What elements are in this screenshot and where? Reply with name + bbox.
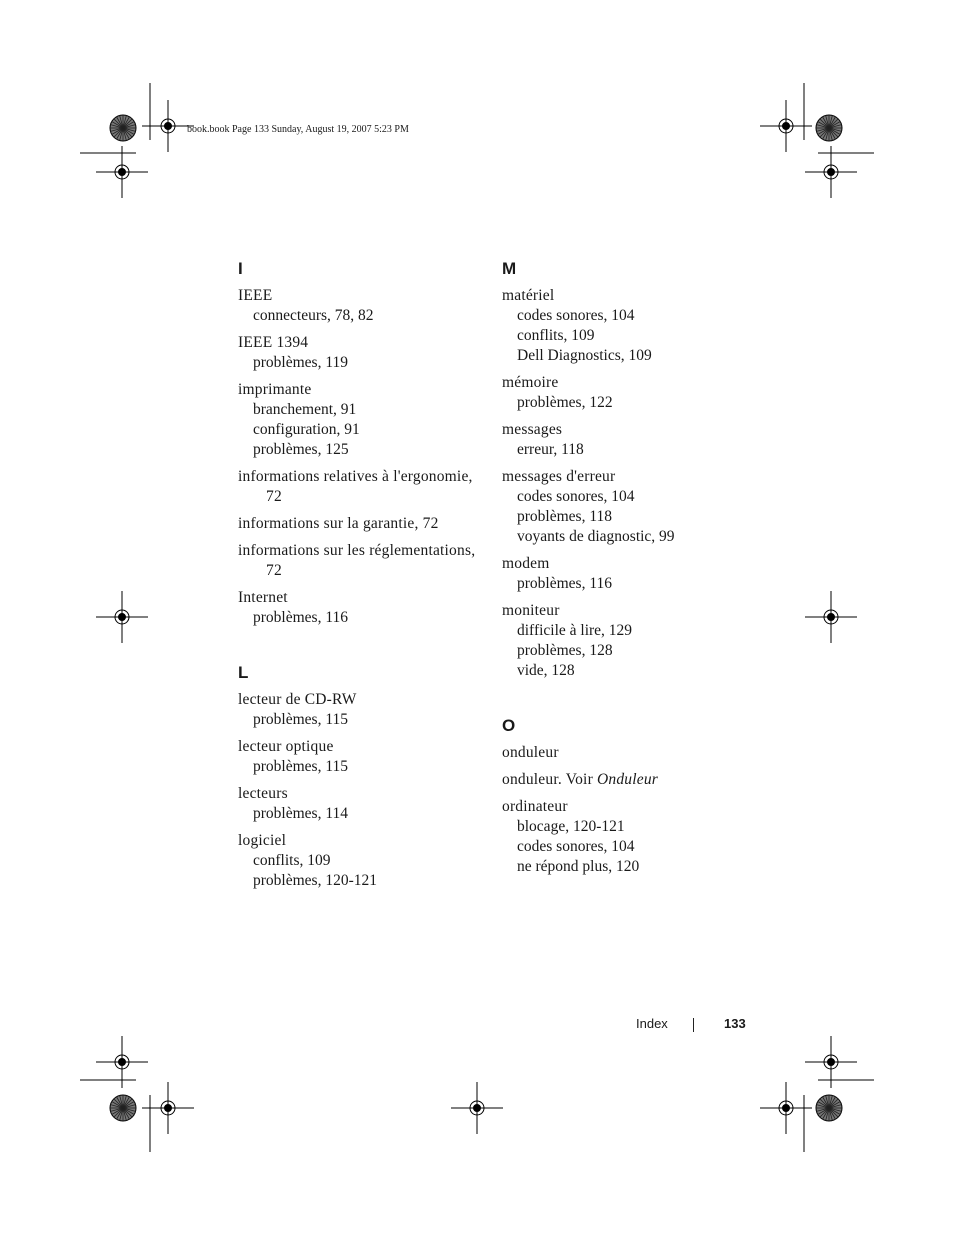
- starburst-mark: [110, 1095, 136, 1121]
- index-entry: [502, 467, 742, 547]
- index-entry: [238, 514, 478, 534]
- index-entry: [502, 770, 742, 790]
- index-subentry: vide, 128: [517, 662, 575, 679]
- index-subentry: problèmes, 122: [517, 394, 613, 411]
- index-subentry: voyants de diagnostic, 99: [517, 528, 675, 545]
- index-entry: [238, 333, 478, 373]
- index-subentry: problèmes, 116: [517, 575, 612, 592]
- starburst-mark: [816, 115, 842, 141]
- section-letter: M: [502, 259, 517, 278]
- index-subentry: erreur, 118: [517, 441, 584, 458]
- index-term-text: messages: [502, 421, 563, 438]
- index-subentry: problèmes, 115: [253, 758, 348, 775]
- index-section: [502, 715, 742, 877]
- index-term-crossref: Onduleur: [597, 771, 659, 788]
- index-subentry: connecteurs, 78, 82: [253, 307, 374, 324]
- index-subentry: configuration, 91: [253, 421, 360, 438]
- index-subentry: branchement, 91: [253, 401, 357, 418]
- index-subentry: problèmes, 125: [253, 441, 349, 458]
- index-term-text: mémoire: [502, 374, 559, 391]
- index-term: [238, 784, 478, 804]
- index-subentry: ne répond plus, 120: [517, 858, 640, 875]
- index-subentry: codes sonores, 104: [517, 488, 635, 505]
- index-column-left: [238, 258, 478, 898]
- index-term: [502, 373, 742, 393]
- index-entry: [502, 373, 742, 413]
- index-term: [238, 737, 478, 757]
- index-term: [502, 286, 742, 306]
- index-subentry: codes sonores, 104: [517, 838, 635, 855]
- index-term-text: IEEE 1394: [238, 334, 309, 351]
- index-entry: [238, 467, 478, 507]
- index-term: [502, 797, 742, 817]
- index-entry: [238, 286, 478, 326]
- index-entry: [238, 784, 478, 824]
- index-term: [238, 541, 478, 581]
- index-term-text: informations relatives à l'ergonomie, 72: [238, 468, 473, 505]
- index-subentry: problèmes, 118: [517, 508, 612, 525]
- index-term-text: onduleur: [502, 744, 559, 761]
- index-subentry: problèmes, 114: [253, 805, 348, 822]
- index-entry: [238, 831, 478, 891]
- index-subentry: conflits, 109: [253, 852, 331, 869]
- index-term-text: imprimante: [238, 381, 312, 398]
- footer-section-label: Index: [636, 1016, 668, 1031]
- index-term: [238, 286, 478, 306]
- index-term-text: moniteur: [502, 602, 560, 619]
- index-term: [502, 770, 742, 790]
- index-entry: [238, 541, 478, 581]
- index-term: [238, 333, 478, 353]
- index-section: [502, 258, 742, 681]
- index-term-text: lecteur optique: [238, 738, 334, 755]
- index-term-text: matériel: [502, 287, 555, 304]
- starburst-mark: [816, 1095, 842, 1121]
- index-term: [502, 601, 742, 621]
- index-term: [238, 380, 478, 400]
- index-term-text: IEEE: [238, 287, 273, 304]
- index-term: [502, 554, 742, 574]
- section-letter: O: [502, 716, 516, 735]
- print-header: book.book Page 133 Sunday, August 19, 2007 5:23 PM: [187, 124, 409, 135]
- index-term-text: informations sur la garantie, 72: [238, 515, 439, 532]
- index-term: [238, 467, 478, 507]
- index-term: [502, 420, 742, 440]
- index-subentry: difficile à lire, 129: [517, 622, 633, 639]
- index-entry: [502, 286, 742, 366]
- index-entry: [238, 588, 478, 628]
- index-term-text: informations sur les réglementations, 72: [238, 542, 476, 579]
- index-entry: [502, 743, 742, 763]
- index-entry: [238, 380, 478, 460]
- index-term-text: logiciel: [238, 832, 287, 849]
- index-term: [502, 743, 742, 763]
- footer-page-number: 133: [724, 1016, 746, 1031]
- index-subentry: conflits, 109: [517, 327, 595, 344]
- index-term: [502, 467, 742, 487]
- index-subentry: problèmes, 116: [253, 609, 348, 626]
- index-subentry: problèmes, 120-121: [253, 872, 377, 889]
- index-term: [238, 588, 478, 608]
- index-subentry: blocage, 120-121: [517, 818, 625, 835]
- index-entry: [238, 690, 478, 730]
- index-term-text: onduleur. Voir: [502, 771, 598, 788]
- index-entry: [238, 737, 478, 777]
- index-entry: [502, 554, 742, 594]
- index-term-text: ordinateur: [502, 798, 568, 815]
- index-term-text: modem: [502, 555, 550, 572]
- index-term-text: messages d'erreur: [502, 468, 616, 485]
- index-entry: [502, 797, 742, 877]
- index-term-text: Internet: [238, 589, 288, 606]
- starburst-mark: [110, 115, 136, 141]
- index-column-right: [502, 258, 742, 884]
- index-term: [238, 514, 478, 534]
- index-entry: [502, 420, 742, 460]
- index-subentry: problèmes, 115: [253, 711, 348, 728]
- index-section: [238, 258, 478, 628]
- section-letter: L: [238, 663, 249, 682]
- index-subentry: problèmes, 128: [517, 642, 613, 659]
- index-term: [238, 831, 478, 851]
- section-letter: I: [238, 259, 243, 278]
- index-term-text: lecteur de CD-RW: [238, 691, 357, 708]
- index-subentry: codes sonores, 104: [517, 307, 635, 324]
- index-entry: [502, 601, 742, 681]
- index-subentry: problèmes, 119: [253, 354, 348, 371]
- index-subentry: Dell Diagnostics, 109: [517, 347, 652, 364]
- index-term: [238, 690, 478, 710]
- index-section: [238, 662, 478, 891]
- index-term-text: lecteurs: [238, 785, 288, 802]
- footer-divider: [693, 1018, 694, 1032]
